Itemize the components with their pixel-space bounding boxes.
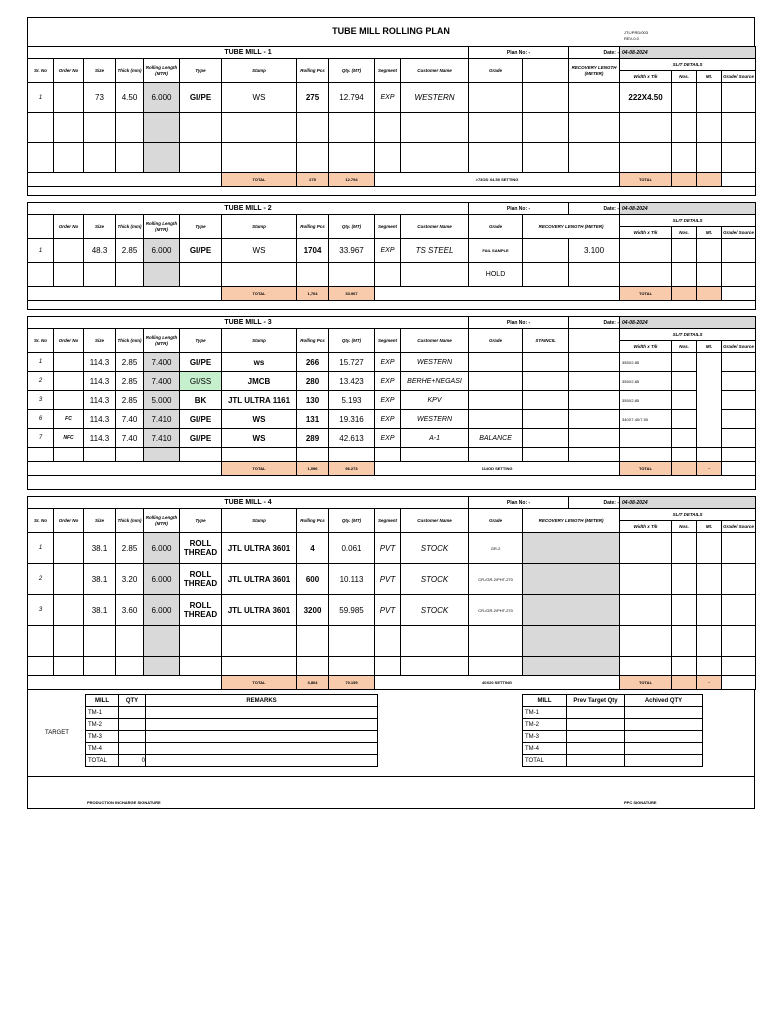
col-stamp: Stamp [222, 59, 297, 83]
col-width-tk: Width x T/k [620, 71, 672, 83]
setting-note: 40X20 SETTING [375, 676, 620, 690]
total-row: TOTAL 1,704 33.967 TOTAL [28, 287, 756, 301]
production-incharge-signature: PRODUCTION INCHARGE SIGNATURE [87, 800, 161, 805]
col-size: Size [84, 59, 116, 83]
col-grade-source: Grade/ Source [722, 71, 756, 83]
ppc-signature: PPC SIGNATURE [624, 800, 657, 805]
slit-details-header: SLIT DETAILS [620, 59, 756, 71]
target-table-left: MILL QTY REMARKS TM-1 TM-2 TM-3 TM-4 TOTAL 0 [85, 694, 378, 767]
total-qty: 12.794 [329, 173, 375, 187]
col-type: Type [180, 59, 222, 83]
col-qty: Qty. (MT) [329, 59, 375, 83]
table-row [28, 113, 756, 143]
mill-title: TUBE MILL - 4 [28, 497, 469, 509]
plan-no-label: Plan No: - [469, 47, 569, 59]
document-code: JTL/PRD/003 REV-0.0 [624, 30, 649, 41]
mill-title: TUBE MILL - 1 [28, 47, 469, 59]
document-title: TUBE MILL ROLLING PLAN [332, 26, 450, 36]
tube-mill-2-table: TUBE MILL - 2 Plan No: - Date: - 04-08-2024 Order No Size Thick (mm) Rolling Length (MTR) Type Stamp Rolling Pcs Qty. (MT) Segment Customer Name Grade RECOVERY LENGTH (METER) SLIT DETAILS Width x T/k Nos. Mt. Grade/ Source 1 48.3 2.85 6.000 GI/PE WS 1704 33.967 EXP TS STEEL FAIL SAMPLE 3.100 HOLD TOTAL 1,704 33.967 TOTAL [27, 202, 756, 310]
col-grade: Grade [469, 59, 523, 83]
table-row: 6 FC 114.3 7.40 7.410 GI/PE WS 131 19.316 EXP WESTERN 340X7.40/7.50 [28, 410, 756, 429]
table-row [28, 263, 756, 287]
col-mt: Mt. [697, 71, 722, 83]
col-customer: Customer Name [401, 59, 469, 83]
document-header [27, 17, 755, 46]
mill-date: 04-08-2024 [620, 47, 756, 59]
staincil-header: STAINCIL [523, 329, 569, 353]
col-recovery-length: RECOVERY LENGTH (METER) [569, 59, 620, 83]
table-row: 3 38.1 3.60 6.000 ROLL THREAD JTL ULTRA 3601 3200 59.985 PVT STOCK CR-/GR-2/PHT-270 [28, 595, 756, 626]
date-label: Date: - [569, 47, 620, 59]
tube-mill-3-table: TUBE MILL - 3 Plan No: - Date: - 04-08-2024 Sr. No Order No Size Thick (mm) Rolling Length (MTR) Type Stamp Rolling Pcs Qty. (MT) Segment Customer Name Grade STAINCIL SLIT DETAILS Width x T/k Nos. Mt. Grade/ Source 1 114.3 2.85 7.400 GI/PE ws 266 15.727 EXP WESTERN 355X2.85 2 114.3 2.85 7.400 GI/SS JMCB 280 13.423 EXP BERHE+NEGASI 355X2.85 3 114.3 2.85 5.000 BK JTL ULTRA 1161 130 5.193 EXP KPV 355X2.85 6 FC 114.3 7.40 7.410 GI/PE WS 131 19.316 EXP WESTERN 340X7.40/7.50 7 NFC 114.3 7.40 7.410 GI/PE WS 289 42.613 EXP A-1 BALANCE TOTAL 1,096 96.273 114OD SETTING TOTAL - [27, 316, 756, 490]
table-row: 2 38.1 3.20 6.000 ROLL THREAD JTL ULTRA 3601 600 10.113 PVT STOCK CR-/GR-2/PHT-270 [28, 564, 756, 595]
col-thick: Thick (mm) [116, 59, 144, 83]
setting-note: 114OD SETTING [375, 462, 620, 476]
mill-date: 04-08-2024 [620, 203, 756, 215]
mill-title: TUBE MILL - 2 [28, 203, 469, 215]
table-row: 1 73 4.50 6.000 GI/PE WS 275 12.794 EXP WESTERN 222X4.50 [28, 83, 756, 113]
setting-note: >73OD X4.50 SETTING [375, 173, 620, 187]
col-rolling-length: Rolling Length (MTR) [144, 59, 180, 83]
total-pcs: 275 [297, 173, 329, 187]
mill-title: TUBE MILL - 3 [28, 317, 469, 329]
table-row: 2 114.3 2.85 7.400 GI/SS JMCB 280 13.423 EXP BERHE+NEGASI 355X2.85 [28, 372, 756, 391]
total-row: TOTAL 1,096 96.273 114OD SETTING TOTAL - [28, 462, 756, 476]
total-row: TOTAL 275 12.794 >73OD X4.50 SETTING TOTAL [28, 173, 756, 187]
table-row: 3 114.3 2.85 5.000 BK JTL ULTRA 1161 130 5.193 EXP KPV 355X2.85 [28, 391, 756, 410]
table-row [28, 448, 756, 462]
mill-date: 04-08-2024 [620, 497, 756, 509]
tube-mill-4-table: TUBE MILL - 4 Plan No: - Date: - 04-08-2024 Sr. No Order No Size Thick (mm) Rolling Length (MTR) Type Stamp Rolling Pcs Qty. (MT) Segment Customer Name Grade RECOVERY LENGTH (METER) SLIT DETAILS Width x T/k Nos. Mt. Grade/ Source 1 38.1 2.85 6.000 ROLL THREAD JTL ULTRA 3601 4 0.061 PVT STOCK GR-2 2 38.1 3.20 6.000 ROLL THREAD JTL ULTRA 3601 600 10.113 PVT STOCK CR-/GR-2/PHT-270 3 38.1 3.60 6.000 ROLL THREAD JTL ULTRA 3601 3200 59.985 PVT STOCK CR-/GR-2/PHT-270 TOTAL 3,804 70.159 40X20 SETTING TOTAL - [27, 496, 756, 690]
table-row: 7 NFC 114.3 7.40 7.410 GI/PE WS 289 42.613 EXP A-1 BALANCE [28, 429, 756, 448]
col-segment: Segment [375, 59, 401, 83]
target-table-right: MILL Prev Target Qty Achived QTY TM-1 TM-2 TM-3 TM-4 TOTAL [522, 694, 703, 767]
col-sr-no: Sr. No [28, 59, 54, 83]
rolling-plan-sheet [27, 17, 755, 809]
table-row: 1 114.3 2.85 7.400 GI/PE ws 266 15.727 EXP WESTERN 355X2.85 [28, 353, 756, 372]
col-order-no: Order No [54, 59, 84, 83]
col-rolling-pcs: Rolling Pcs [297, 59, 329, 83]
col-nos: Nos. [672, 71, 697, 83]
table-row [28, 657, 756, 676]
target-section [27, 690, 755, 809]
table-row [28, 143, 756, 173]
divider-line [28, 776, 754, 777]
hold-status: HOLD [469, 263, 523, 287]
table-row: 1 48.3 2.85 6.000 GI/PE WS 1704 33.967 EXP TS STEEL FAIL SAMPLE 3.100 [28, 239, 756, 263]
target-label: TARGET [45, 730, 69, 736]
table-row [28, 626, 756, 657]
total-row: TOTAL 3,804 70.159 40X20 SETTING TOTAL - [28, 676, 756, 690]
mill-date: 04-08-2024 [620, 317, 756, 329]
tube-mill-1-table [27, 46, 756, 196]
table-row: 1 38.1 2.85 6.000 ROLL THREAD JTL ULTRA 3601 4 0.061 PVT STOCK GR-2 [28, 533, 756, 564]
